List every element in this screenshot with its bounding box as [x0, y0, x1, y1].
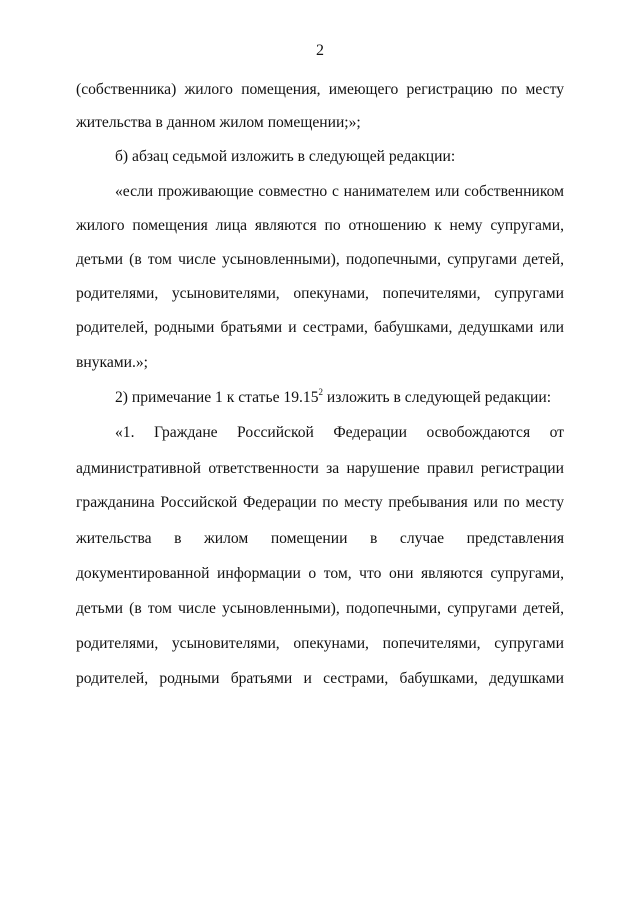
text-line: детьми (в том числе усыновленными), подопечными, супругами детей, [76, 600, 564, 617]
text-line: родителей, родными братьями и сестрами, бабушками, дедушками [76, 670, 564, 687]
text-line: внуками.»; [76, 354, 149, 371]
text-line: детьми (в том числе усыновленными), подопечными, супругами детей, [76, 251, 564, 268]
text-line: жительства в жилом помещении в случае представления [76, 530, 564, 547]
text-line: гражданина Российской Федерации по месту пребывания или по месту [76, 494, 564, 511]
superscript: 2 [318, 387, 323, 397]
text-line: родителями, усыновителями, опекунами, попечителями, супругами [76, 635, 564, 652]
text-line: жилого помещения лица являются по отношению к нему супругами, [76, 217, 564, 234]
text-fragment: 2) примечание 1 к статье 19.15 [115, 389, 319, 406]
text-fragment: изложить в следующей редакции: [323, 389, 552, 406]
text-line: «если проживающие совместно с нанимателем или собственником [115, 183, 564, 200]
text-line: «1. Граждане Российской Федерации освобождаются от [115, 424, 564, 441]
text-line: административной ответственности за нарушение правил регистрации [76, 460, 564, 477]
text-line: жительства в данном жилом помещении;»; [76, 114, 361, 131]
text-line: родителей, родными братьями и сестрами, бабушками, дедушками или [76, 319, 564, 336]
text-line: родителями, усыновителями, опекунами, попечителями, супругами [76, 285, 564, 302]
page-number: 2 [316, 42, 324, 59]
text-line: б) абзац седьмой изложить в следующей редакции: [115, 148, 456, 165]
text-line: документированной информации о том, что они являются супругами, [76, 565, 564, 582]
text-line-with-superscript [115, 387, 564, 409]
text-line: (собственника) жилого помещения, имеющего регистрацию по месту [76, 81, 564, 98]
